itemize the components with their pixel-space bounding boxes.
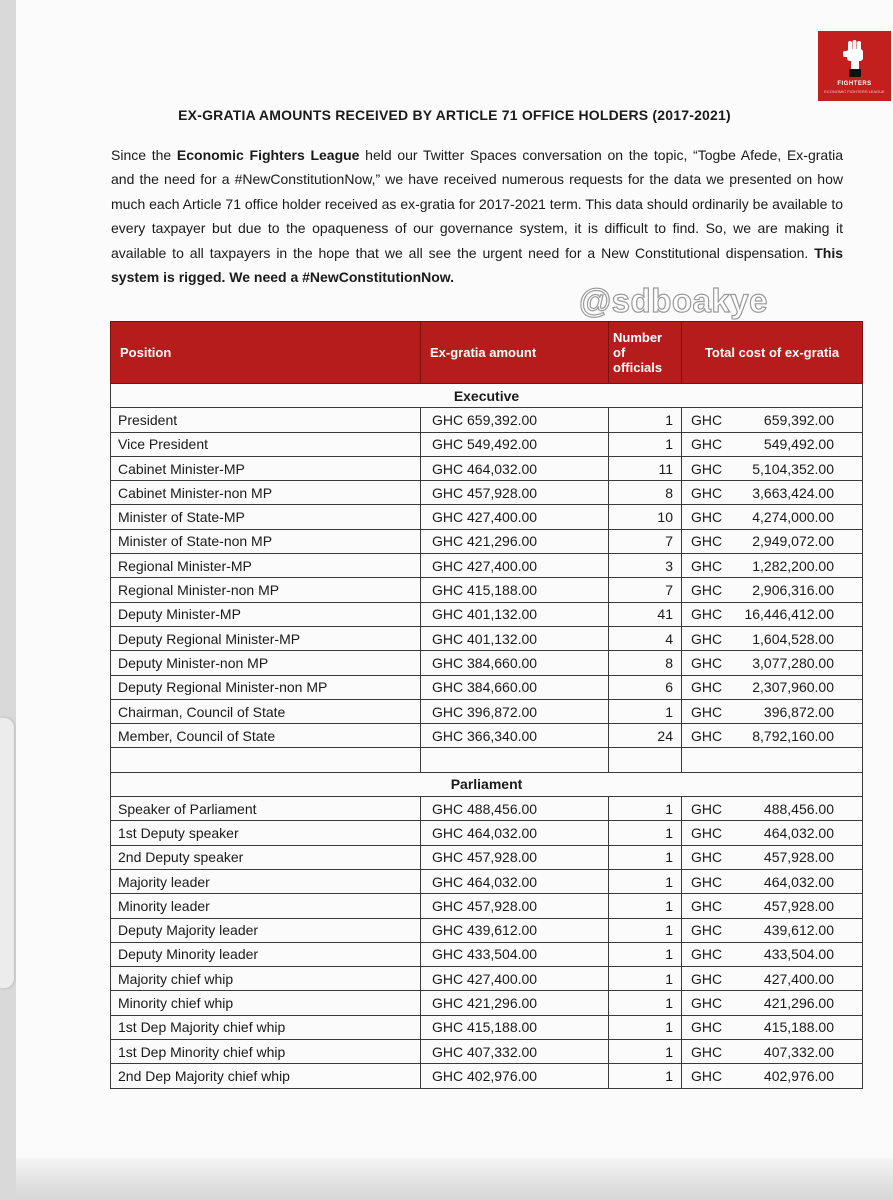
cell-total: 5,104,352.00 bbox=[732, 456, 863, 480]
cell-amount: GHC 464,032.00 bbox=[421, 456, 609, 480]
table-row bbox=[111, 1015, 863, 1039]
intro-text-body: held our Twitter Spaces conversation on the topic, “Togbe Afede, Ex-gratia and the need for a #NewConstitutionNow,” we have received numerous requests for the data we presented on how much each Article 71 office holder received as ex-gratia for 2017-2021 term. This data should ordinarily be available to every taxpayer but due to the opaqueness of our governance system, it is difficult to find. So, we are making it available to all taxpayers in the hope that we all see the urgent need for a New Constitutional dispensation. bbox=[111, 147, 843, 261]
cell-number: 7 bbox=[609, 578, 682, 602]
cell-position: 2nd Deputy speaker bbox=[111, 845, 421, 869]
cell-number: 1 bbox=[609, 845, 682, 869]
table-header-row bbox=[111, 322, 863, 384]
cell-amount: GHC 421,296.00 bbox=[421, 991, 609, 1015]
table-row bbox=[111, 797, 863, 821]
cell-amount: GHC 415,188.00 bbox=[421, 578, 609, 602]
cell-number: 1 bbox=[609, 991, 682, 1015]
cell-amount: GHC 401,132.00 bbox=[421, 602, 609, 626]
cell-currency: GHC bbox=[682, 481, 732, 505]
cell-total: 2,307,960.00 bbox=[732, 675, 863, 699]
cell-currency: GHC bbox=[682, 991, 732, 1015]
intro-closing: This system is rigged. We need a #NewConstitutionNow. bbox=[111, 244, 843, 286]
cell-total: 464,032.00 bbox=[732, 821, 863, 845]
table-row bbox=[111, 408, 863, 432]
cell-number: 3 bbox=[609, 554, 682, 578]
table-row bbox=[111, 1064, 863, 1088]
intro-paragraph bbox=[111, 143, 843, 289]
cell-total: 396,872.00 bbox=[732, 699, 863, 723]
cell-position: Minister of State-non MP bbox=[111, 529, 421, 553]
cell-position: Minister of State-MP bbox=[111, 505, 421, 529]
cell-total: 1,604,528.00 bbox=[732, 626, 863, 650]
cell-amount: GHC 457,928.00 bbox=[421, 481, 609, 505]
cell-currency: GHC bbox=[682, 821, 732, 845]
cell-number: 1 bbox=[609, 942, 682, 966]
cell-currency: GHC bbox=[682, 432, 732, 456]
logo-subtext: ECONOMIC FIGHTERS LEAGUE bbox=[824, 88, 885, 94]
cell-total: 464,032.00 bbox=[732, 869, 863, 893]
cell-amount: GHC 402,976.00 bbox=[421, 1064, 609, 1088]
table-row bbox=[111, 651, 863, 675]
table-row bbox=[111, 942, 863, 966]
cell-position: 1st Deputy speaker bbox=[111, 821, 421, 845]
table-row bbox=[111, 991, 863, 1015]
cell-position: 1st Dep Minority chief whip bbox=[111, 1040, 421, 1064]
cell-total: 457,928.00 bbox=[732, 845, 863, 869]
cell-currency: GHC bbox=[682, 1064, 732, 1088]
section-row bbox=[111, 384, 863, 408]
cell-number: 1 bbox=[609, 967, 682, 991]
header-amount: Ex-gratia amount bbox=[421, 322, 609, 384]
cell-position: President bbox=[111, 408, 421, 432]
cell-total: 407,332.00 bbox=[732, 1040, 863, 1064]
cell-amount: GHC 427,400.00 bbox=[421, 554, 609, 578]
table-row bbox=[111, 675, 863, 699]
cell-total: 402,976.00 bbox=[732, 1064, 863, 1088]
cell-amount: GHC 427,400.00 bbox=[421, 505, 609, 529]
table-row bbox=[111, 578, 863, 602]
cell-amount: GHC 366,340.00 bbox=[421, 724, 609, 748]
section-row bbox=[111, 772, 863, 796]
cell-total: 415,188.00 bbox=[732, 1015, 863, 1039]
header-number: Number of officials bbox=[609, 322, 682, 384]
cell-position: Regional Minister-MP bbox=[111, 554, 421, 578]
blank-cell bbox=[609, 748, 682, 772]
cell-number: 1 bbox=[609, 1064, 682, 1088]
cell-position: 2nd Dep Majority chief whip bbox=[111, 1064, 421, 1088]
cell-currency: GHC bbox=[682, 894, 732, 918]
cell-number: 1 bbox=[609, 432, 682, 456]
cell-number: 7 bbox=[609, 529, 682, 553]
table-row bbox=[111, 724, 863, 748]
cell-position: Deputy Minister-MP bbox=[111, 602, 421, 626]
table-row bbox=[111, 1040, 863, 1064]
cell-currency: GHC bbox=[682, 845, 732, 869]
cell-total: 16,446,412.00 bbox=[732, 602, 863, 626]
cell-amount: GHC 427,400.00 bbox=[421, 967, 609, 991]
cell-amount: GHC 464,032.00 bbox=[421, 869, 609, 893]
cell-amount: GHC 439,612.00 bbox=[421, 918, 609, 942]
cell-currency: GHC bbox=[682, 456, 732, 480]
cell-number: 1 bbox=[609, 408, 682, 432]
cell-number: 8 bbox=[609, 481, 682, 505]
cell-position: Minority leader bbox=[111, 894, 421, 918]
cell-position: Minority chief whip bbox=[111, 991, 421, 1015]
page-bottom-edge bbox=[16, 1158, 893, 1200]
header-position: Position bbox=[111, 322, 421, 384]
cell-currency: GHC bbox=[682, 408, 732, 432]
cell-amount: GHC 549,492.00 bbox=[421, 432, 609, 456]
table-row bbox=[111, 821, 863, 845]
cell-position: 1st Dep Majority chief whip bbox=[111, 1015, 421, 1039]
cell-total: 1,282,200.00 bbox=[732, 554, 863, 578]
cell-position: Cabinet Minister-MP bbox=[111, 456, 421, 480]
blank-row bbox=[111, 748, 863, 772]
cell-amount: GHC 384,660.00 bbox=[421, 651, 609, 675]
cell-position: Deputy Minister-non MP bbox=[111, 651, 421, 675]
cell-total: 8,792,160.00 bbox=[732, 724, 863, 748]
fighters-logo bbox=[818, 31, 891, 101]
section-title: Executive bbox=[111, 384, 863, 408]
cell-number: 1 bbox=[609, 1015, 682, 1039]
cell-currency: GHC bbox=[682, 626, 732, 650]
cell-amount: GHC 457,928.00 bbox=[421, 894, 609, 918]
cell-total: 421,296.00 bbox=[732, 991, 863, 1015]
cell-currency: GHC bbox=[682, 675, 732, 699]
cell-amount: GHC 401,132.00 bbox=[421, 626, 609, 650]
cell-currency: GHC bbox=[682, 1015, 732, 1039]
table-row bbox=[111, 505, 863, 529]
cell-amount: GHC 464,032.00 bbox=[421, 821, 609, 845]
cell-amount: GHC 433,504.00 bbox=[421, 942, 609, 966]
cell-total: 457,928.00 bbox=[732, 894, 863, 918]
table-row bbox=[111, 529, 863, 553]
cell-currency: GHC bbox=[682, 724, 732, 748]
table-body bbox=[111, 384, 863, 1089]
cell-amount: GHC 421,296.00 bbox=[421, 529, 609, 553]
document-title: EX-GRATIA AMOUNTS RECEIVED BY ARTICLE 71 OFFICE HOLDERS (2017-2021) bbox=[178, 107, 731, 123]
cell-total: 3,663,424.00 bbox=[732, 481, 863, 505]
org-name: Economic Fighters League bbox=[176, 147, 360, 163]
cell-number: 8 bbox=[609, 651, 682, 675]
cell-number: 1 bbox=[609, 797, 682, 821]
header-total: Total cost of ex-gratia bbox=[682, 322, 863, 384]
cell-amount: GHC 384,660.00 bbox=[421, 675, 609, 699]
blank-cell bbox=[682, 748, 863, 772]
cell-amount: GHC 659,392.00 bbox=[421, 408, 609, 432]
cell-position: Chairman, Council of State bbox=[111, 699, 421, 723]
cell-amount: GHC 407,332.00 bbox=[421, 1040, 609, 1064]
cell-total: 2,906,316.00 bbox=[732, 578, 863, 602]
blank-cell bbox=[421, 748, 609, 772]
table-row bbox=[111, 554, 863, 578]
cell-number: 11 bbox=[609, 456, 682, 480]
cell-currency: GHC bbox=[682, 942, 732, 966]
cell-currency: GHC bbox=[682, 918, 732, 942]
cell-number: 1 bbox=[609, 699, 682, 723]
cell-position: Deputy Regional Minister-MP bbox=[111, 626, 421, 650]
cell-position: Speaker of Parliament bbox=[111, 797, 421, 821]
cell-currency: GHC bbox=[682, 1040, 732, 1064]
cell-amount: GHC 457,928.00 bbox=[421, 845, 609, 869]
table-row bbox=[111, 626, 863, 650]
document-page bbox=[16, 0, 893, 1200]
cell-currency: GHC bbox=[682, 602, 732, 626]
left-edge-tab bbox=[0, 718, 14, 988]
cell-number: 1 bbox=[609, 821, 682, 845]
cell-total: 4,274,000.00 bbox=[732, 505, 863, 529]
cell-currency: GHC bbox=[682, 651, 732, 675]
cell-number: 1 bbox=[609, 869, 682, 893]
cell-amount: GHC 488,456.00 bbox=[421, 797, 609, 821]
cell-currency: GHC bbox=[682, 699, 732, 723]
watermark: @sdboakye bbox=[579, 282, 768, 319]
cell-currency: GHC bbox=[682, 505, 732, 529]
cell-total: 2,949,072.00 bbox=[732, 529, 863, 553]
section-title: Parliament bbox=[111, 772, 863, 796]
cell-position: Member, Council of State bbox=[111, 724, 421, 748]
cell-amount: GHC 396,872.00 bbox=[421, 699, 609, 723]
cell-position: Vice President bbox=[111, 432, 421, 456]
table-row bbox=[111, 869, 863, 893]
cell-total: 427,400.00 bbox=[732, 967, 863, 991]
cell-amount: GHC 415,188.00 bbox=[421, 1015, 609, 1039]
cell-number: 10 bbox=[609, 505, 682, 529]
cell-total: 439,612.00 bbox=[732, 918, 863, 942]
cell-position: Majority chief whip bbox=[111, 967, 421, 991]
table-row bbox=[111, 918, 863, 942]
cell-currency: GHC bbox=[682, 529, 732, 553]
cell-position: Deputy Minority leader bbox=[111, 942, 421, 966]
table-row bbox=[111, 602, 863, 626]
cell-position: Majority leader bbox=[111, 869, 421, 893]
table-row bbox=[111, 967, 863, 991]
cell-total: 659,392.00 bbox=[732, 408, 863, 432]
cell-number: 41 bbox=[609, 602, 682, 626]
cell-number: 24 bbox=[609, 724, 682, 748]
cell-position: Deputy Regional Minister-non MP bbox=[111, 675, 421, 699]
table-row bbox=[111, 894, 863, 918]
table-row bbox=[111, 432, 863, 456]
cell-position: Regional Minister-non MP bbox=[111, 578, 421, 602]
cell-number: 4 bbox=[609, 626, 682, 650]
intro-text-start: Since the bbox=[111, 147, 177, 163]
cell-number: 1 bbox=[609, 894, 682, 918]
cell-currency: GHC bbox=[682, 554, 732, 578]
cell-currency: GHC bbox=[682, 967, 732, 991]
cell-number: 1 bbox=[609, 918, 682, 942]
cell-currency: GHC bbox=[682, 869, 732, 893]
blank-cell bbox=[111, 748, 421, 772]
table-row bbox=[111, 481, 863, 505]
raised-fist-icon bbox=[840, 39, 870, 79]
cell-position: Cabinet Minister-non MP bbox=[111, 481, 421, 505]
cell-currency: GHC bbox=[682, 797, 732, 821]
cell-number: 1 bbox=[609, 1040, 682, 1064]
cell-total: 433,504.00 bbox=[732, 942, 863, 966]
logo-text: FIGHTERS bbox=[837, 80, 872, 87]
table-row bbox=[111, 699, 863, 723]
cell-number: 6 bbox=[609, 675, 682, 699]
ex-gratia-table bbox=[110, 321, 863, 1089]
table-row bbox=[111, 456, 863, 480]
cell-position: Deputy Majority leader bbox=[111, 918, 421, 942]
cell-total: 3,077,280.00 bbox=[732, 651, 863, 675]
cell-total: 488,456.00 bbox=[732, 797, 863, 821]
cell-total: 549,492.00 bbox=[732, 432, 863, 456]
cell-currency: GHC bbox=[682, 578, 732, 602]
table-row bbox=[111, 845, 863, 869]
